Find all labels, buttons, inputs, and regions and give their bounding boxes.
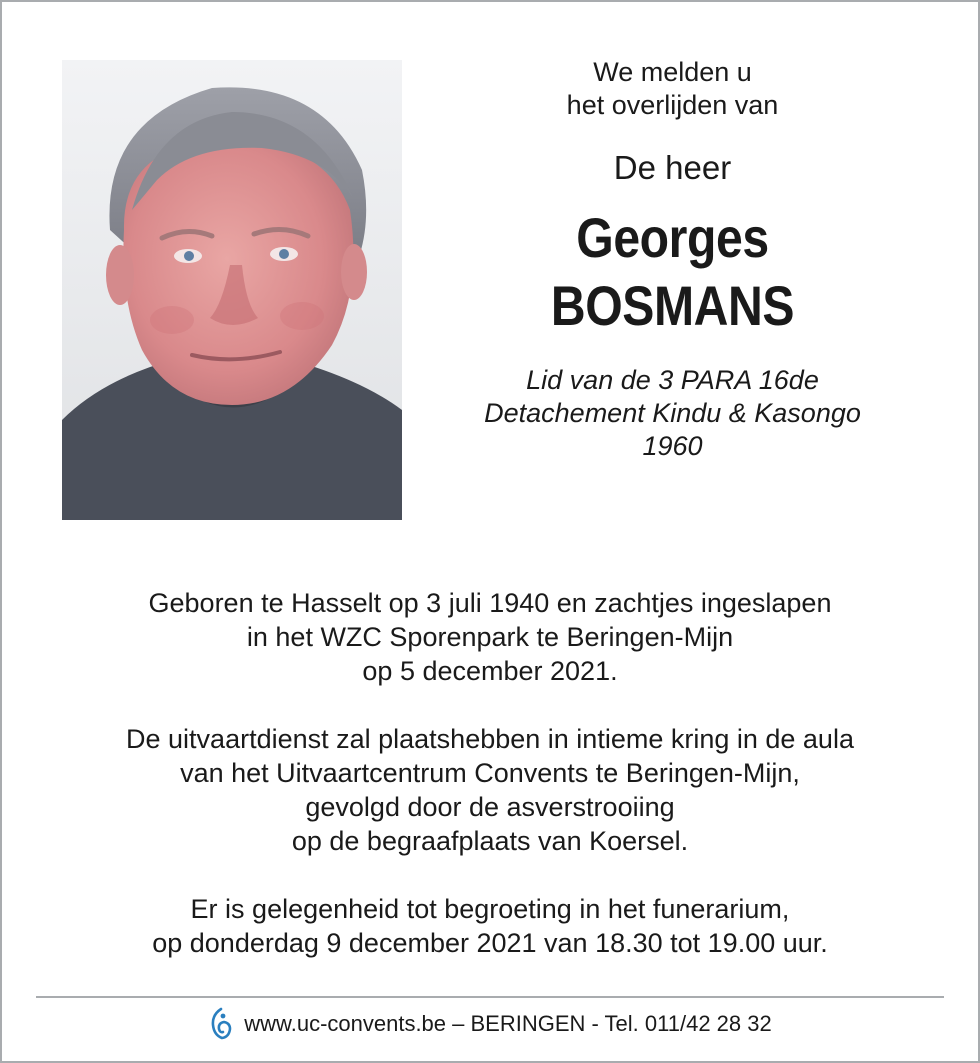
honorific: De heer	[613, 149, 732, 186]
body-line: Geboren te Hasselt op 3 juli 1940 en zachtjes ingeslapen	[148, 588, 832, 618]
membership-year: 1960	[642, 431, 703, 461]
body-line: gevolgd door de asverstrooiing	[305, 792, 675, 822]
birth-paragraph	[40, 586, 940, 688]
intro-line: We melden u	[593, 57, 752, 87]
first-name: Georges	[576, 206, 769, 269]
membership-line: Detachement Kindu & Kasongo	[484, 398, 861, 428]
membership-note	[460, 364, 885, 463]
footer-divider	[36, 996, 944, 998]
intro-line: het overlijden van	[566, 90, 779, 120]
announcement-header	[460, 56, 885, 463]
portrait-illustration	[62, 60, 402, 520]
body-line: op donderdag 9 december 2021 van 18.30 tot 19.00 uur.	[152, 928, 828, 958]
body-line: De uitvaartdienst zal plaatshebben in intieme kring in de aula	[126, 724, 854, 754]
body-line: van het Uitvaartcentrum Convents te Beringen-Mijn,	[180, 758, 800, 788]
footer-contact: www.uc-convents.be – BERINGEN - Tel. 011/42 28 32	[244, 1011, 772, 1037]
announcement-body	[40, 586, 940, 994]
body-line: op 5 december 2021.	[362, 656, 618, 686]
footer	[0, 1006, 980, 1041]
uc-convents-logo-icon	[208, 1007, 234, 1041]
last-name: BOSMANS	[550, 274, 795, 337]
body-line: Er is gelegenheid tot begroeting in het funerarium,	[190, 894, 790, 924]
body-line: in het WZC Sporenpark te Beringen-Mijn	[246, 622, 734, 652]
portrait-photo	[62, 60, 402, 520]
body-line: op de begraafplaats van Koersel.	[291, 826, 689, 856]
service-paragraph	[40, 722, 940, 858]
membership-line: Lid van de 3 PARA 16de	[526, 365, 819, 395]
deceased-name	[490, 204, 856, 340]
visitation-paragraph	[40, 892, 940, 960]
